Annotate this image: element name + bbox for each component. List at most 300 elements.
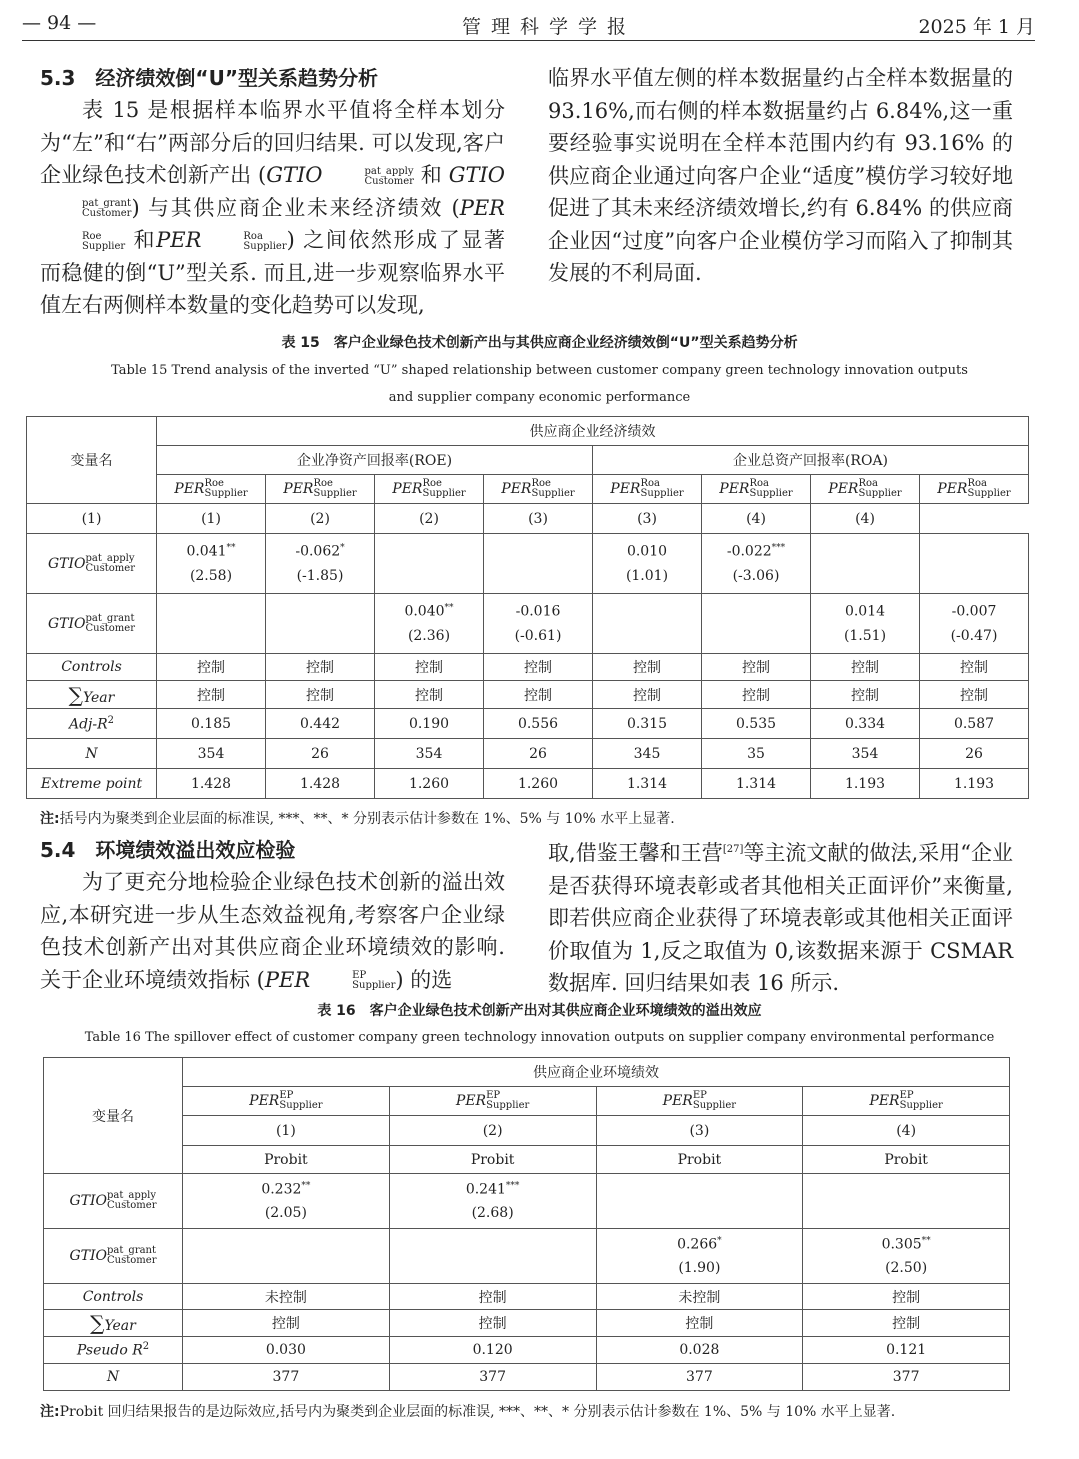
coef-value: -0.007: [951, 603, 997, 620]
sym-sub: Supplier: [749, 488, 793, 499]
sym-text: PER: [459, 195, 505, 220]
table-cell: 377: [389, 1364, 596, 1391]
sym-text: GTIO: [69, 1248, 108, 1264]
coef-value: 0.241: [465, 1181, 506, 1198]
col-num-cell: (1): [27, 504, 157, 534]
table-cell: 26: [484, 739, 593, 769]
coef-cell: [920, 534, 1029, 594]
col-num-row: [44, 1116, 1010, 1146]
t-stat: (2.68): [471, 1205, 514, 1222]
model-cell: Probit: [803, 1146, 1010, 1174]
sym-sub: Supplier: [422, 488, 466, 499]
sym-text: PER: [610, 481, 641, 497]
table-cell: 1.260: [484, 769, 593, 799]
issue-date: 2025 年 1 月: [918, 16, 1035, 38]
coef-value: 0.305: [881, 1236, 922, 1253]
gtio-grant-label: [44, 1229, 183, 1284]
coef-value: 0.010: [626, 543, 668, 560]
model-row: [44, 1146, 1010, 1174]
coef-cell: [266, 534, 375, 594]
sig-stars: **: [444, 603, 454, 614]
col-num-cell: (3): [484, 504, 593, 534]
varname-header: 变量名: [27, 417, 157, 504]
table-cell: 377: [183, 1364, 390, 1391]
sym-sup: pat_grant: [107, 1245, 157, 1256]
dep-var-cell: [266, 475, 375, 504]
coef-line: [266, 543, 374, 560]
sym-sub: Supplier: [640, 488, 684, 499]
sig-stars: **: [921, 1235, 931, 1246]
coef-line: [157, 543, 265, 560]
sym-text: GTIO: [266, 163, 323, 187]
coef-cell: [484, 594, 593, 654]
coef-cell: [389, 1174, 596, 1229]
table-row: [27, 654, 1029, 681]
sym-sub: Supplier: [692, 1100, 737, 1111]
row-label: [27, 681, 157, 709]
sym-sup: Roa: [858, 478, 878, 489]
sym-text: PER: [662, 1093, 693, 1109]
table-cell: 控制: [593, 681, 702, 709]
row-label-sup: 2: [107, 714, 115, 726]
sym-sub: Supplier: [486, 1100, 530, 1111]
table-cell: 0.190: [375, 709, 484, 739]
sig-stars: *: [717, 1235, 722, 1246]
row-label-text: N: [85, 745, 98, 762]
coef-line: [702, 543, 810, 560]
coef-line: [811, 603, 919, 620]
t-stat: (2.50): [885, 1260, 928, 1277]
sig-stars: **: [301, 1180, 311, 1191]
text-run: 为了更充分地检验企业绿色技术创新的溢出效应,本研究进一步从生态效益视角,考察客户企业绿色技术创新产出对其供应商企业环境绩效的影响. 关于企业环境绩效指标 (: [40, 870, 505, 992]
citation-ref: [27]: [722, 844, 744, 855]
text-run: 等主流文献的做法,采用“企业是否获得环境表彰或者其他相关正面评价”来衡量,即若供应商企业获得了环境表彰或其他相关正面评价取值为 1,反之取值为 0,该数据来源于 CSMAR 数据库. 回归结果如表 16 所示.: [548, 841, 1013, 995]
col-num-cell: (1): [157, 504, 266, 534]
sym-text: PER: [501, 481, 532, 497]
sym-sup: Roe: [204, 478, 224, 489]
row-label: [27, 654, 157, 681]
grant-row: [44, 1229, 1010, 1284]
coef-cell: [183, 1229, 390, 1284]
grant-row: [27, 594, 1029, 654]
table-cell: 0.028: [596, 1337, 803, 1364]
table-cell: 1.428: [266, 769, 375, 799]
sum-symbol: ∑: [68, 682, 83, 707]
table-row: [27, 681, 1029, 709]
coef-cell: [375, 594, 484, 654]
table-cell: 控制: [811, 681, 920, 709]
table-cell: 控制: [389, 1284, 596, 1310]
coef-value: 0.040: [404, 603, 445, 620]
sym-sub: Customer: [85, 622, 135, 634]
t-stat: (2.36): [407, 627, 451, 644]
t-stat: (1.01): [625, 567, 669, 584]
col-num-cell: (4): [702, 504, 811, 534]
table-row: [44, 1284, 1010, 1310]
col-num-cell: (2): [389, 1116, 596, 1146]
text-run: 表 15 是根据样本临界水平值将全样本划分为“左”和“右”两部分后的回归结果. 可以发现,客户企业绿色技术创新产出 (: [40, 98, 505, 187]
coef-value: -0.022: [726, 543, 772, 560]
sym-sup: Roe: [422, 478, 442, 489]
section-5-3-paragraph: [40, 94, 505, 322]
table-cell: 0.587: [920, 709, 1029, 739]
table-row: [27, 739, 1029, 769]
text-run: ) 与其供应商企业未来经济绩效 (: [131, 195, 460, 220]
col-num-cell: (2): [375, 504, 484, 534]
table-cell: 0.535: [702, 709, 811, 739]
table-cell: 1.193: [920, 769, 1029, 799]
page-header: [22, 6, 1035, 41]
row-label-text: Pseudo R: [76, 1342, 143, 1359]
table-cell: 1.193: [811, 769, 920, 799]
table-cell: 未控制: [596, 1284, 803, 1310]
sym-sup: EP: [899, 1090, 914, 1101]
group-header: 供应商企业环境绩效: [183, 1058, 1010, 1087]
table-row: [27, 709, 1029, 739]
coef-cell: [596, 1174, 803, 1229]
col-num-cell: (4): [811, 504, 920, 534]
table-15: [26, 416, 1029, 799]
table-16-body: [44, 1284, 1010, 1391]
text-run: 和: [420, 163, 442, 187]
dep-var-cell: [596, 1087, 803, 1116]
note-text: 括号内为聚类到企业层面的标准误, ***、**、* 分别表示估计参数在 1%、5% 与 10% 水平上显著.: [59, 811, 675, 827]
section-5-4-left: [40, 834, 505, 996]
coef-cell: [803, 1229, 1010, 1284]
t-stat: (2.05): [264, 1205, 307, 1222]
table-cell: 未控制: [183, 1284, 390, 1310]
journal-name: 管理科学学报: [462, 16, 637, 38]
table-cell: 控制: [484, 654, 593, 681]
sym-sup: EP: [279, 1090, 294, 1101]
text-run: 和: [133, 228, 157, 252]
text-run: ) 之间依然形成了显著而稳健的倒“U”型关系. 而且,进一步观察临界水平值左右两侧样本数量的变化趋势可以发现,: [40, 228, 505, 317]
col-num-cell: (4): [803, 1116, 1010, 1146]
sym-sup: Roa: [967, 478, 987, 489]
dep-var-row: [27, 475, 1029, 504]
sym-sub: Supplier: [531, 488, 575, 499]
dep-var-cell: [811, 475, 920, 504]
sym-sup: EP: [486, 1090, 501, 1101]
section-5-4-right: [548, 834, 1013, 1000]
coef-value: -0.062: [295, 543, 341, 560]
coef-cell: [157, 534, 266, 594]
sym-text: PER: [455, 1093, 487, 1109]
t-stat: (1.90): [678, 1260, 721, 1277]
coef-cell: [183, 1174, 390, 1229]
gtio-apply-label: [27, 534, 157, 594]
t-stat: (2.58): [189, 567, 233, 584]
table-cell: 控制: [702, 654, 811, 681]
dep-var-cell: [183, 1087, 390, 1116]
table-cell: 控制: [157, 681, 266, 709]
dep-var-cell: [389, 1087, 596, 1116]
sig-stars: *: [340, 543, 345, 554]
row-label: [44, 1337, 183, 1364]
section-5-4-title: 5.4 环境绩效溢出效应检验: [40, 838, 296, 862]
sym-text: PER: [392, 481, 423, 497]
note-label: 注:: [40, 811, 60, 827]
group-header: 供应商企业经济绩效: [157, 417, 1029, 446]
table-cell: 0.334: [811, 709, 920, 739]
coef-cell: [157, 594, 266, 654]
coef-cell: [593, 594, 702, 654]
t-stat: (-3.06): [732, 567, 780, 584]
table-cell: 1.314: [702, 769, 811, 799]
coef-line: [597, 1236, 803, 1253]
table-cell: 26: [920, 739, 1029, 769]
sym-sup: pat_grant: [85, 612, 135, 624]
sym-sup: Roa: [640, 478, 660, 489]
table-cell: 0.185: [157, 709, 266, 739]
dep-var-cell: [702, 475, 811, 504]
sym-text: PER: [828, 481, 859, 497]
coef-line: [920, 603, 1028, 620]
text-run: ) 的选: [395, 967, 453, 992]
model-cell: Probit: [183, 1146, 390, 1174]
table-cell: 控制: [183, 1310, 390, 1337]
table-cell: 354: [811, 739, 920, 769]
row-label: [44, 1284, 183, 1310]
coef-cell: [803, 1174, 1010, 1229]
table-cell: 控制: [811, 654, 920, 681]
table-cell: 26: [266, 739, 375, 769]
table-cell: 控制: [375, 654, 484, 681]
per-ep-symbol: [265, 968, 395, 992]
coef-cell: [702, 594, 811, 654]
roa-group-header: 企业总资产回报率(ROA): [593, 446, 1029, 475]
table-cell: 0.030: [183, 1337, 390, 1364]
section-5-3-left: [40, 62, 505, 322]
col-num-cell: (2): [266, 504, 375, 534]
sym-text: GTIO: [448, 163, 506, 187]
coef-cell: [389, 1229, 596, 1284]
sym-text: GTIO: [48, 555, 86, 572]
dep-var-cell: [593, 475, 702, 504]
section-5-3-right: [548, 62, 1013, 290]
text-run: 取,借鉴王馨和王营: [548, 841, 723, 865]
section-5-4-paragraph-cont: [548, 834, 1013, 1000]
note-text: Probit 回归结果报告的是边际效应,括号内为聚类到企业层面的标准误, ***、**、* 分别表示估计参数在 1%、5% 与 10% 水平上显著.: [59, 1404, 896, 1420]
col-num-cell: (1): [183, 1116, 390, 1146]
coef-line: [183, 1181, 389, 1198]
section-5-3-paragraph-cont: 临界水平值左侧的样本数据量约占全样本数据量的 93.16%,而右侧的样本数据量约占 6.84%,这一重要经验事实说明在全样本范围内约有 93.16% 的供应商企业通过向客户企业“适度”模仿学习较好地促进了其未来经济绩效增长,约有 6.84% 的供应商企业因“过度”向客户企业模仿学习而陷入了抑制其发展的不利局面.: [548, 66, 1013, 285]
table-cell: 控制: [266, 654, 375, 681]
table-16: [43, 1057, 1010, 1391]
row-label: [27, 709, 157, 739]
table-cell: 控制: [389, 1310, 596, 1337]
per-roa-symbol: [156, 228, 286, 252]
sym-sub: Supplier: [967, 488, 1011, 499]
table-cell: 345: [593, 739, 702, 769]
table-cell: 控制: [596, 1310, 803, 1337]
table-row: [44, 1364, 1010, 1391]
table-cell: 控制: [803, 1284, 1010, 1310]
coef-line: [484, 603, 592, 620]
row-label-text: Controls: [61, 659, 122, 675]
coef-cell: [702, 534, 811, 594]
coef-cell: [375, 534, 484, 594]
coef-line: [390, 1181, 596, 1198]
coef-cell: [920, 594, 1029, 654]
row-label-text: Adj-R: [68, 716, 108, 733]
row-label: [44, 1364, 183, 1391]
varname-header: 变量名: [44, 1058, 183, 1174]
table-cell: 1.260: [375, 769, 484, 799]
table-cell: 1.314: [593, 769, 702, 799]
t-stat: (-0.47): [950, 627, 998, 644]
model-cell: Probit: [596, 1146, 803, 1174]
sym-sub: Customer: [85, 562, 135, 574]
sym-sub: Supplier: [204, 488, 248, 499]
coef-cell: [811, 594, 920, 654]
dep-var-row: [44, 1087, 1010, 1116]
gtio-apply-label: [44, 1174, 183, 1229]
sym-sub: Customer: [107, 1200, 157, 1211]
sym-sup: pat_apply: [85, 552, 135, 564]
table-cell: 0.442: [266, 709, 375, 739]
table-cell: 377: [596, 1364, 803, 1391]
sym-sup: EP: [352, 970, 367, 981]
sym-text: PER: [869, 1093, 900, 1109]
row-label: [27, 739, 157, 769]
sym-sub: Customer: [107, 1255, 157, 1266]
table-cell: 控制: [375, 681, 484, 709]
table-cell: 控制: [702, 681, 811, 709]
sum-symbol: ∑: [90, 1311, 105, 1335]
t-stat: (-1.85): [296, 567, 344, 584]
row-label: [27, 769, 157, 799]
sym-sub: Supplier: [82, 240, 126, 252]
sym-sub: Supplier: [352, 980, 396, 991]
sym-text: PER: [249, 1093, 280, 1109]
table-cell: 35: [702, 739, 811, 769]
sym-sup: Roa: [749, 478, 769, 489]
sym-sub: Customer: [364, 175, 414, 187]
table-cell: 控制: [157, 654, 266, 681]
t-stat: (-0.61): [514, 627, 562, 644]
dep-var-cell: [375, 475, 484, 504]
sym-sup: Roe: [82, 230, 102, 242]
coef-line: [593, 543, 701, 560]
sig-stars: **: [226, 543, 236, 554]
table-cell: 354: [375, 739, 484, 769]
table-16-note: [40, 1399, 1030, 1425]
sym-sup: pat_apply: [107, 1190, 157, 1201]
row-label-sup: 2: [142, 1341, 150, 1353]
coef-cell: [596, 1229, 803, 1284]
sig-stars: ***: [771, 543, 786, 554]
row-label-text: Year: [82, 689, 115, 706]
table-15-note: [40, 806, 1030, 832]
col-num-cell: (3): [593, 504, 702, 534]
sym-text: GTIO: [69, 1193, 108, 1209]
table-cell: 377: [803, 1364, 1010, 1391]
page-number: — 94 —: [22, 12, 97, 34]
row-label: [44, 1310, 183, 1337]
dep-var-cell: [484, 475, 593, 504]
coef-value: 0.266: [677, 1236, 718, 1253]
table-16-caption-en: Table 16 The spillover effect of customer company green technology innovation outputs on supplier company environmental performance: [84, 1030, 995, 1045]
row-label-text: Year: [104, 1318, 136, 1334]
sym-sub: Supplier: [899, 1100, 943, 1111]
coef-value: 0.014: [844, 603, 886, 620]
coef-cell: [266, 594, 375, 654]
table-16-caption-cn: 表 16 客户企业绿色技术创新产出对其供应商企业环境绩效的溢出效应: [317, 1003, 762, 1019]
table-15-caption-en-2: and supplier company economic performance: [388, 390, 691, 405]
coef-value: 0.041: [186, 543, 227, 560]
sig-stars: ***: [505, 1180, 520, 1191]
sym-sup: Roa: [243, 230, 263, 242]
coef-line: [803, 1236, 1009, 1253]
sym-sub: Supplier: [243, 240, 287, 252]
table-cell: 控制: [920, 654, 1029, 681]
roe-group-header: 企业净资产回报率(ROE): [157, 446, 593, 475]
table-cell: 354: [157, 739, 266, 769]
sym-text: PER: [156, 228, 202, 252]
table-row: [27, 769, 1029, 799]
gtio-grant-label: [27, 594, 157, 654]
sym-sup: pat_apply: [364, 165, 414, 177]
sym-text: PER: [174, 481, 205, 497]
table-row: [44, 1310, 1010, 1337]
sym-text: GTIO: [48, 615, 86, 632]
dep-var-cell: [803, 1087, 1010, 1116]
table-row: [44, 1337, 1010, 1364]
gtio-apply-symbol: [266, 163, 414, 187]
table-cell: 控制: [484, 681, 593, 709]
row-label-text: Extreme point: [40, 775, 143, 792]
sym-sub: Supplier: [858, 488, 902, 499]
table-15-caption-cn: 表 15 客户企业绿色技术创新产出与其供应商企业经济绩效倒“U”型关系趋势分析: [281, 335, 798, 351]
sym-text: PER: [719, 481, 750, 497]
table-cell: 控制: [803, 1310, 1010, 1337]
sym-sup: Roe: [531, 478, 551, 489]
t-stat: (1.51): [843, 627, 887, 644]
col-num-cell: (3): [596, 1116, 803, 1146]
apply-row: [27, 534, 1029, 594]
coef-cell: [484, 534, 593, 594]
table-15-body: [27, 654, 1029, 799]
dep-var-cell: [157, 475, 266, 504]
dep-var-cell: [920, 475, 1029, 504]
table-cell: 控制: [266, 681, 375, 709]
sym-text: PER: [264, 967, 311, 992]
table-cell: 0.121: [803, 1337, 1010, 1364]
apply-row: [44, 1174, 1010, 1229]
row-label-text: N: [106, 1369, 120, 1385]
coef-cell: [811, 534, 920, 594]
sym-sup: EP: [692, 1090, 707, 1101]
sym-text: PER: [937, 481, 968, 497]
section-5-3-title: 5.3 经济绩效倒“U”型关系趋势分析: [40, 66, 378, 90]
sym-sub: Customer: [82, 208, 132, 219]
coef-cell: [593, 534, 702, 594]
coef-value: 0.232: [261, 1181, 302, 1198]
table-cell: 0.315: [593, 709, 702, 739]
section-5-4-paragraph: [40, 866, 505, 996]
table-cell: 控制: [593, 654, 702, 681]
table-cell: 控制: [920, 681, 1029, 709]
sym-sup: Roe: [313, 478, 333, 489]
model-cell: Probit: [389, 1146, 596, 1174]
sym-text: PER: [283, 481, 314, 497]
table-cell: 0.556: [484, 709, 593, 739]
table-cell: 1.428: [157, 769, 266, 799]
coef-value: -0.016: [515, 603, 561, 620]
sym-sub: Supplier: [313, 488, 357, 499]
col-num-row: [27, 504, 1029, 534]
